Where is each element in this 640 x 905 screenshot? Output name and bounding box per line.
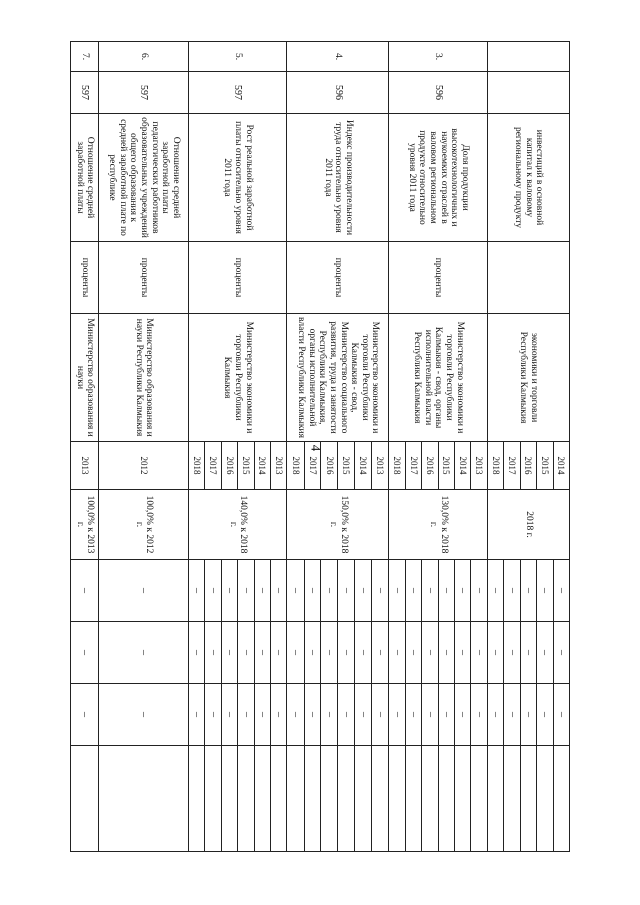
dash-cell: – xyxy=(405,684,421,746)
blank-cell xyxy=(304,746,321,852)
dash-cell: – xyxy=(405,622,421,684)
table-row xyxy=(271,42,287,852)
year-cell: 2017 xyxy=(405,442,421,490)
table-body xyxy=(71,42,570,852)
dash-cell: – xyxy=(471,622,487,684)
dash-cell: – xyxy=(455,622,471,684)
target-cell: 100,0% к 2013 г. xyxy=(71,490,99,560)
year-cell: 2014 xyxy=(455,442,471,490)
table-row xyxy=(372,42,389,852)
dash-cell: – xyxy=(99,622,189,684)
year-cell: 2016 xyxy=(321,442,338,490)
dash-cell: – xyxy=(422,622,438,684)
row-number-cell: 4. xyxy=(287,42,389,72)
target-cell: 130,0% к 2018 г. xyxy=(389,490,488,560)
dash-cell: – xyxy=(271,684,287,746)
unit-cell xyxy=(487,242,569,314)
dash-cell: – xyxy=(205,684,221,746)
dash-cell: – xyxy=(487,622,503,684)
blank-cell xyxy=(338,746,355,852)
rotated-document-sheet xyxy=(70,41,570,851)
dash-cell: – xyxy=(405,560,421,622)
year-cell: 2013 xyxy=(271,442,287,490)
dash-cell: – xyxy=(520,622,536,684)
year-cell: 2013 xyxy=(471,442,487,490)
dash-cell: – xyxy=(304,622,321,684)
responsible-cell: Министерство образования и науки xyxy=(71,314,99,442)
unit-cell: проценты xyxy=(99,242,189,314)
blank-cell xyxy=(520,746,536,852)
indicator-cell: Индекс производительности труда относительно уровня 2011 года xyxy=(287,114,389,242)
blank-cell xyxy=(389,746,405,852)
blank-cell xyxy=(372,746,389,852)
year-cell: 2016 xyxy=(520,442,536,490)
dash-cell: – xyxy=(221,560,237,622)
decree-cell: 596 xyxy=(287,72,389,114)
year-cell: 2018 xyxy=(487,442,503,490)
year-cell: 2015 xyxy=(338,442,355,490)
blank-cell xyxy=(238,746,254,852)
dash-cell: – xyxy=(520,684,536,746)
responsible-cell: Министерство экономики и торговли Республики Калмыкия xyxy=(188,314,287,442)
dash-cell: – xyxy=(321,684,338,746)
dash-cell: – xyxy=(372,684,389,746)
dash-cell: – xyxy=(271,560,287,622)
year-cell: 2017 xyxy=(205,442,221,490)
blank-cell xyxy=(355,746,372,852)
dash-cell: – xyxy=(188,622,204,684)
target-cell: 140,0% к 2018 г. xyxy=(188,490,287,560)
blank-cell xyxy=(553,746,569,852)
responsible-cell: экономики и торговли Республики Калмыкия xyxy=(487,314,569,442)
dash-cell: – xyxy=(389,622,405,684)
dash-cell: – xyxy=(455,684,471,746)
dash-cell: – xyxy=(520,560,536,622)
dash-cell: – xyxy=(304,684,321,746)
dash-cell: – xyxy=(537,622,553,684)
dash-cell: – xyxy=(254,684,270,746)
dash-cell: – xyxy=(355,622,372,684)
blank-cell xyxy=(99,746,189,852)
year-cell: 2015 xyxy=(537,442,553,490)
dash-cell: – xyxy=(438,684,454,746)
decree-cell: 597 xyxy=(99,72,189,114)
dash-cell: – xyxy=(372,560,389,622)
dash-cell: – xyxy=(553,684,569,746)
dash-cell: – xyxy=(205,560,221,622)
unit-cell: проценты xyxy=(389,242,488,314)
dash-cell: – xyxy=(504,684,520,746)
dash-cell: – xyxy=(504,622,520,684)
dash-cell: – xyxy=(287,622,304,684)
row-number-cell: 3. xyxy=(389,42,488,72)
dash-cell: – xyxy=(321,622,338,684)
dash-cell: – xyxy=(553,622,569,684)
dash-cell: – xyxy=(338,622,355,684)
dash-cell: – xyxy=(471,684,487,746)
decree-cell: 596 xyxy=(389,72,488,114)
dash-cell: – xyxy=(238,560,254,622)
blank-cell xyxy=(504,746,520,852)
dash-cell: – xyxy=(438,622,454,684)
blank-cell xyxy=(438,746,454,852)
dash-cell: – xyxy=(254,622,270,684)
row-number-cell: 5. xyxy=(188,42,287,72)
row-number-cell: 7. xyxy=(71,42,99,72)
dash-cell: – xyxy=(471,560,487,622)
indicator-cell: инвестиций в основной капитал к валовому региональному продукту xyxy=(487,114,569,242)
row-number-cell: 6. xyxy=(99,42,189,72)
dash-cell: – xyxy=(221,622,237,684)
dash-cell: – xyxy=(221,684,237,746)
dash-cell: – xyxy=(254,560,270,622)
page-number: 4 xyxy=(308,444,324,452)
year-cell: 2018 xyxy=(188,442,204,490)
blank-cell xyxy=(321,746,338,852)
target-cell: 2018 г. xyxy=(487,490,569,560)
dash-cell: – xyxy=(553,560,569,622)
blank-cell xyxy=(287,746,304,852)
year-cell: 2018 xyxy=(389,442,405,490)
blank-cell xyxy=(487,746,503,852)
unit-cell: проценты xyxy=(287,242,389,314)
dash-cell: – xyxy=(238,622,254,684)
dash-cell: – xyxy=(287,684,304,746)
indicator-cell: Отношение средней заработной платы педагогических работников образовательных учреждений общего образования к средней заработной плате по республике xyxy=(99,114,189,242)
table-row xyxy=(471,42,487,852)
blank-cell xyxy=(271,746,287,852)
dash-cell: – xyxy=(188,560,204,622)
target-cell: 150,0% к 2018 г. xyxy=(287,490,389,560)
blank-cell xyxy=(422,746,438,852)
dash-cell: – xyxy=(487,684,503,746)
unit-cell: проценты xyxy=(71,242,99,314)
dash-cell: – xyxy=(372,622,389,684)
dash-cell: – xyxy=(188,684,204,746)
blank-cell xyxy=(205,746,221,852)
year-cell: 2016 xyxy=(221,442,237,490)
unit-cell: проценты xyxy=(188,242,287,314)
decree-cell: 597 xyxy=(71,72,99,114)
dash-cell: – xyxy=(438,560,454,622)
dash-cell: – xyxy=(338,560,355,622)
year-cell: 2015 xyxy=(238,442,254,490)
dash-cell: – xyxy=(422,560,438,622)
blank-cell xyxy=(254,746,270,852)
blank-cell xyxy=(71,746,99,852)
table-row xyxy=(553,42,569,852)
dash-cell: – xyxy=(99,560,189,622)
decree-cell: 597 xyxy=(188,72,287,114)
dash-cell: – xyxy=(455,560,471,622)
row-number-cell xyxy=(487,42,569,72)
year-cell: 2013 xyxy=(71,442,99,490)
dash-cell: – xyxy=(238,684,254,746)
dash-cell: – xyxy=(355,560,372,622)
table-row xyxy=(71,42,99,852)
indicator-cell: Рост реальной заработной платы относительно уровня 2011 года xyxy=(188,114,287,242)
dash-cell: – xyxy=(504,560,520,622)
dash-cell: – xyxy=(99,684,189,746)
dash-cell: – xyxy=(487,560,503,622)
year-cell: 2012 xyxy=(99,442,189,490)
year-cell: 2018 xyxy=(287,442,304,490)
dash-cell: – xyxy=(537,684,553,746)
dash-cell: – xyxy=(71,560,99,622)
responsible-cell: Министерство экономики и торговли Республики Калмыкия - свод, Министерство социального развития, труда и занятости Республики Калмыкия, органы исполнительной власти Республики Калмыкия xyxy=(287,314,389,442)
target-cell: 100,0% к 2012 г. xyxy=(99,490,189,560)
blank-cell xyxy=(471,746,487,852)
targets-table xyxy=(70,41,570,852)
blank-cell xyxy=(188,746,204,852)
dash-cell: – xyxy=(287,560,304,622)
responsible-cell: Министерство образования и науки Республики Калмыкия xyxy=(99,314,189,442)
year-cell: 2013 xyxy=(372,442,389,490)
year-cell: 2016 xyxy=(422,442,438,490)
dash-cell: – xyxy=(537,560,553,622)
dash-cell: – xyxy=(304,560,321,622)
decree-cell xyxy=(487,72,569,114)
year-cell: 2014 xyxy=(553,442,569,490)
indicator-cell: Отношение средней заработной платы xyxy=(71,114,99,242)
dash-cell: – xyxy=(71,622,99,684)
dash-cell: – xyxy=(389,684,405,746)
dash-cell: – xyxy=(321,560,338,622)
dash-cell: – xyxy=(271,622,287,684)
responsible-cell: Министерство экономики и торговли Республики Калмыкия - свод, органы исполнительной власти Республики Калмыкия xyxy=(389,314,488,442)
blank-cell xyxy=(455,746,471,852)
blank-cell xyxy=(405,746,421,852)
indicator-cell: Доля продукции высокотехнологичных и наукоемких отраслей в валовом региональном продукте относительно уровня 2011 года xyxy=(389,114,488,242)
blank-cell xyxy=(221,746,237,852)
dash-cell: – xyxy=(71,684,99,746)
dash-cell: – xyxy=(338,684,355,746)
dash-cell: – xyxy=(355,684,372,746)
dash-cell: – xyxy=(422,684,438,746)
year-cell: 2014 xyxy=(355,442,372,490)
year-cell: 2017 xyxy=(504,442,520,490)
table-row xyxy=(99,42,189,852)
dash-cell: – xyxy=(205,622,221,684)
year-cell: 2015 xyxy=(438,442,454,490)
blank-cell xyxy=(537,746,553,852)
year-cell: 2017 xyxy=(304,442,321,490)
dash-cell: – xyxy=(389,560,405,622)
year-cell: 2014 xyxy=(254,442,270,490)
